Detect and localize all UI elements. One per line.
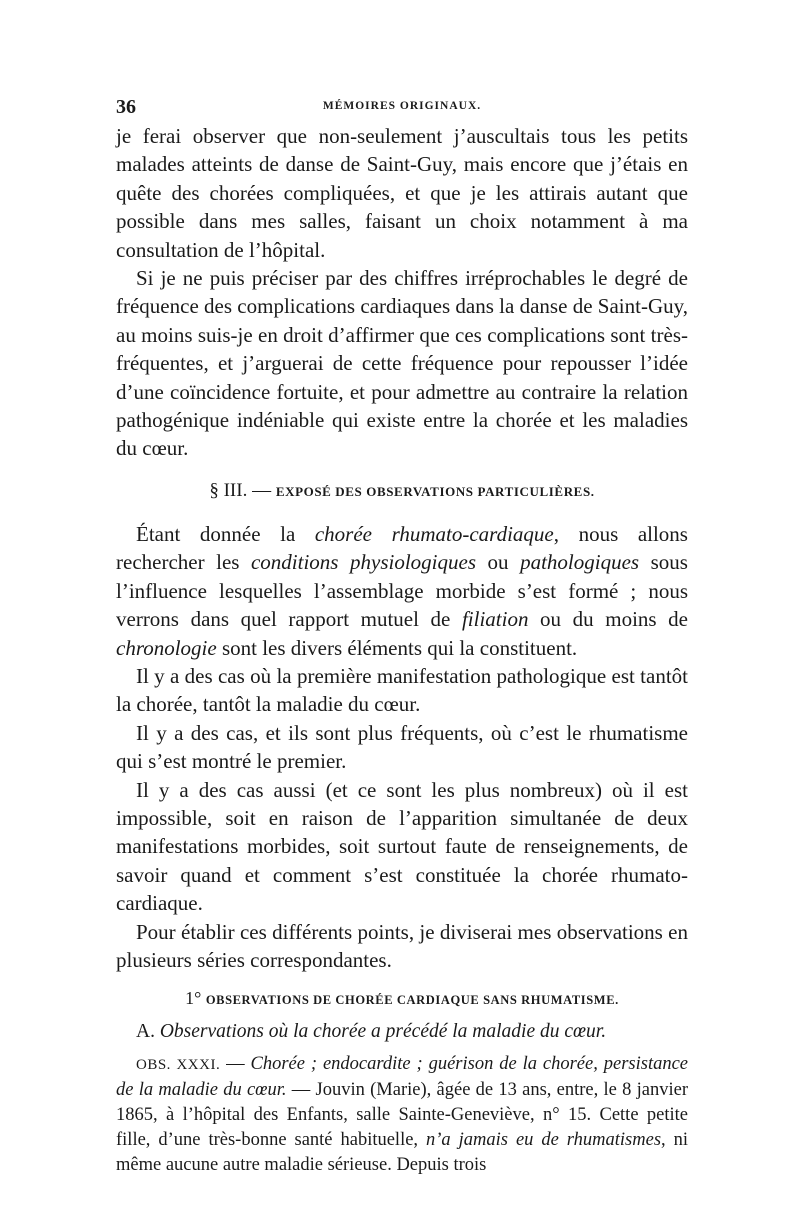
page-number: 36 [116,96,136,118]
observation-dash: — [220,1054,251,1075]
observation-text-1: — Jouvin (Marie), âgée de 13 ans, entre, le 8 janvier 1865, à l’hôpital des Enfants, salle Sainte-Geneviève, n° 15. Cette petite fille, d’une très-bonne santé habituelle, [116,1080,688,1150]
observation-paragraph [116,1052,688,1177]
observation-italic-2: n’a jamais eu de rhumatismes [426,1129,662,1150]
subheading-text: Observations où la chorée a précédé la maladie du cœur. [159,1021,607,1043]
subheading [116,1018,688,1046]
p3-text-3: ou [476,550,521,575]
p3-text-4: sous l’influence lesquelles l’assemblage morbide s’est formé ; nous verrons dans quel rapport mutuel de [116,550,688,632]
paragraph-2: Si je ne puis préciser par des chiffres irréprochables le degré de fréquence des complications cardiaques dans la danse de Saint-Guy, au moins suis-je en droit d’affirmer que ces complications sont très-fréquentes, et j’arguerai de cette fréquence pour repousser l’idée d’une coïncidence fortuite, et pour admettre au contraire la relation pathogénique indéniable qui existe entre la chorée et les maladies du cœur. [116,266,688,461]
paragraph-3 [116,520,688,662]
paragraph-7: Pour établir ces différents points, je diviserai mes observations en plusieurs séries correspondantes. [116,919,688,972]
series-number: 1° [185,988,206,1009]
p3-italic-5: chronologie [116,635,217,660]
observation-label: OBS. XXXI. [136,1057,221,1074]
p3-text-1: Étant donnée la [136,521,315,546]
paragraph-5: Il y a des cas, et ils sont plus fréquents, où c’est le rhumatisme qui s’est montré le premier. [116,720,688,774]
running-title: MÉMOIRES ORIGINAUX. [322,100,482,112]
p3-italic-2: conditions physiologiques [250,550,477,575]
p3-text-6: sont les divers éléments qui la constituent. [216,635,578,660]
section-prefix: § III. — [209,479,276,501]
series-heading [116,984,688,1014]
series-title: OBSERVATIONS DE CHORÉE CARDIAQUE SANS RHUMATISME. [205,993,619,1008]
paragraph-6: Il y a des cas aussi (et ce sont les plus nombreux) où il est impossible, soit en raison de l’apparition simultanée de deux manifestations morbides, soit surtout faute de renseignements, de savoir quand et comment s’est constituée la chorée rhumato-cardiaque. [116,777,688,916]
section-heading [116,477,688,506]
section-title: EXPOSÉ DES OBSERVATIONS PARTICULIÈRES. [275,483,595,499]
observation-italic-1: Chorée ; endocardite ; guérison de la chorée, persistance de la maladie du cœur. [116,1054,688,1101]
observation-text-2: , ni même aucune autre maladie sérieuse. Depuis trois [116,1129,688,1175]
p3-text-2: , nous allons rechercher les [116,521,688,575]
paragraph-1: je ferai observer que non-seulement j’auscultais tous les petits malades atteints de danse de Saint-Guy, mais encore que j’étais en quête des chorées compliquées, et que je les attirais autant que possible dans mes salles, faisant un choix notamment à ma consultation de l’hôpital. [116,124,688,262]
p3-italic-1: chorée rhumato-cardiaque [314,521,554,546]
running-head [116,96,688,118]
paragraph-4: Il y a des cas où la première manifestation pathologique est tantôt la chorée, tantôt la maladie du cœur. [116,663,688,717]
p3-italic-4: filiation [461,607,529,632]
book-page [116,96,688,1177]
p3-text-5: ou du moins de [528,607,688,632]
subheading-letter: A. [136,1021,160,1043]
p3-italic-3: pathologiques [520,550,640,575]
observation-block [116,1052,688,1177]
